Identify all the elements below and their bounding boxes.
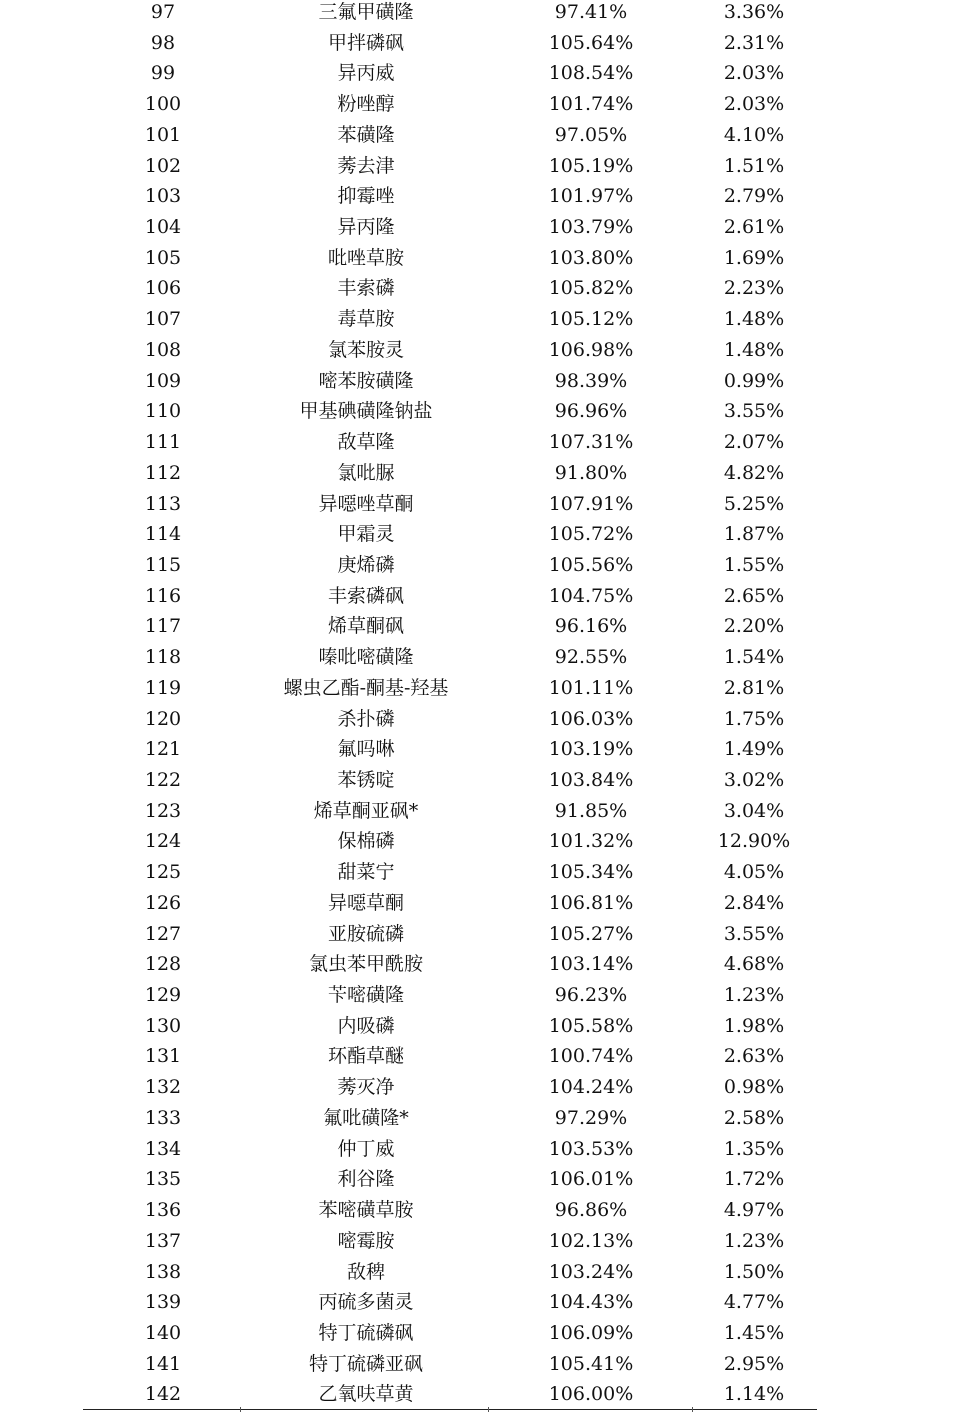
compound-name: 敌稗: [346, 1260, 385, 1283]
table-row: [0, 92, 953, 123]
recovery-value: 106.01%: [548, 1168, 634, 1191]
compound-name: 抑霉唑: [337, 185, 395, 208]
recovery-value: 107.91%: [548, 492, 634, 515]
compound-name: 甜菜宁: [337, 861, 395, 884]
table-row: [0, 1198, 953, 1229]
recovery-value: 104.75%: [548, 584, 634, 607]
table-row: [0, 1260, 953, 1291]
recovery-value: 105.19%: [548, 154, 634, 177]
table-row: [0, 369, 953, 400]
rsd-value: 3.55%: [723, 400, 785, 423]
table-row: [0, 1290, 953, 1321]
row-number: 103: [144, 185, 182, 208]
compound-name: 保棉磷: [337, 830, 395, 853]
rsd-value: 2.84%: [723, 891, 785, 914]
row-number: 137: [144, 1229, 182, 1252]
compound-name: 螺虫乙酯-酮基-羟基: [283, 676, 449, 699]
compound-name: 异丙隆: [337, 216, 395, 239]
recovery-value: 106.98%: [548, 338, 634, 361]
table-row: [0, 1352, 953, 1383]
table-row: [0, 430, 953, 461]
row-number: 97: [150, 1, 176, 23]
row-number: 109: [144, 369, 182, 392]
compound-name: 亚胺硫磷: [327, 922, 404, 945]
rsd-value: 1.51%: [723, 154, 785, 177]
compound-name: 环酯草醚: [327, 1045, 404, 1068]
rsd-value: 2.20%: [723, 615, 785, 638]
row-number: 102: [144, 154, 182, 177]
table-row: [0, 0, 953, 31]
table-row: [0, 645, 953, 676]
compound-name: 嘧苯胺磺隆: [318, 369, 414, 392]
rsd-value: 1.55%: [723, 553, 785, 576]
compound-name: 苯磺隆: [337, 123, 395, 146]
rsd-value: 3.36%: [723, 1, 785, 23]
compound-name: 庚烯磷: [337, 553, 395, 576]
rsd-value: 3.04%: [723, 799, 785, 822]
table-row: [0, 31, 953, 62]
table-row: [0, 983, 953, 1014]
compound-name: 氟吡磺隆*: [323, 1106, 409, 1129]
rsd-value: 0.99%: [723, 369, 785, 392]
table-row: [0, 1106, 953, 1137]
rsd-value: 1.72%: [723, 1168, 785, 1191]
compound-name: 苄嘧磺隆: [327, 984, 404, 1007]
recovery-value: 101.32%: [548, 830, 634, 853]
compound-name: 杀扑磷: [337, 707, 395, 730]
compound-name: 莠去津: [337, 154, 395, 177]
row-number: 115: [144, 553, 182, 576]
row-number: 124: [144, 830, 182, 853]
recovery-value: 102.13%: [548, 1229, 634, 1252]
table-row: [0, 1014, 953, 1045]
recovery-value: 105.72%: [548, 523, 634, 546]
compound-name: 敌草隆: [337, 431, 395, 454]
rsd-value: 1.69%: [723, 246, 785, 269]
row-number: 117: [144, 615, 182, 638]
table-row: [0, 1167, 953, 1198]
compound-name: 毒草胺: [337, 308, 395, 331]
table-row: [0, 338, 953, 369]
table-row: [0, 307, 953, 338]
compound-name: 苯嘧磺草胺: [318, 1199, 414, 1222]
compound-name: 氟吗啉: [337, 738, 395, 761]
compound-name: 氯吡脲: [337, 461, 395, 484]
row-number: 138: [144, 1260, 182, 1283]
compound-name: 异丙威: [337, 62, 395, 85]
row-number: 126: [144, 891, 182, 914]
rsd-value: 2.58%: [723, 1106, 785, 1129]
table-row: [0, 799, 953, 830]
table-row: [0, 215, 953, 246]
compound-name: 甲基碘磺隆钠盐: [299, 400, 433, 423]
row-number: 119: [144, 676, 182, 699]
table-row: [0, 246, 953, 277]
table-row: [0, 614, 953, 645]
compound-name: 特丁硫磷亚砜: [308, 1352, 423, 1375]
table-row: [0, 707, 953, 738]
table-row: [0, 399, 953, 430]
recovery-value: 106.81%: [548, 891, 634, 914]
row-number: 108: [144, 338, 182, 361]
rsd-value: 1.75%: [723, 707, 785, 730]
table-row: [0, 461, 953, 492]
recovery-value: 104.24%: [548, 1076, 634, 1099]
row-number: 122: [144, 769, 182, 791]
row-number: 133: [144, 1106, 182, 1129]
rsd-value: 1.48%: [723, 308, 785, 331]
table-row: [0, 1075, 953, 1106]
compound-name: 烯草酮亚砜*: [313, 799, 419, 822]
rsd-value: 2.81%: [723, 676, 785, 699]
recovery-value: 105.27%: [548, 922, 634, 945]
rsd-value: 1.87%: [723, 523, 785, 546]
row-number: 105: [144, 246, 182, 269]
recovery-value: 97.29%: [554, 1106, 628, 1129]
table-row: [0, 922, 953, 953]
table-row: [0, 123, 953, 154]
recovery-value: 106.09%: [548, 1321, 634, 1344]
recovery-value: 105.12%: [548, 308, 634, 331]
table-row: [0, 184, 953, 215]
table-row: [0, 768, 953, 799]
row-number: 127: [144, 922, 182, 945]
rsd-value: 1.54%: [723, 646, 785, 669]
recovery-value: 107.31%: [548, 431, 634, 454]
rsd-value: 1.35%: [723, 1137, 785, 1160]
compound-name: 丰索磷砜: [327, 584, 404, 607]
recovery-value: 103.53%: [548, 1137, 634, 1160]
compound-name: 乙氧呋草黄: [318, 1383, 414, 1406]
rsd-value: 2.23%: [723, 277, 785, 300]
rsd-value: 1.14%: [723, 1383, 785, 1406]
rsd-value: 1.23%: [723, 1229, 785, 1252]
rsd-value: 4.77%: [723, 1291, 785, 1314]
table-bottom-rule: [83, 1409, 817, 1410]
rsd-value: 1.98%: [723, 1014, 785, 1037]
row-number: 134: [144, 1137, 182, 1160]
recovery-value: 104.43%: [548, 1291, 634, 1314]
row-number: 110: [144, 400, 182, 423]
column-divider-tick: [240, 1407, 241, 1412]
table-row: [0, 737, 953, 768]
row-number: 99: [150, 62, 176, 85]
recovery-value: 105.64%: [548, 31, 634, 54]
table-row: [0, 952, 953, 983]
table-row: [0, 676, 953, 707]
row-number: 142: [144, 1383, 182, 1406]
table-row: [0, 553, 953, 584]
recovery-value: 91.85%: [554, 799, 628, 822]
table-row: [0, 829, 953, 860]
row-number: 113: [144, 492, 182, 515]
table-row: [0, 522, 953, 553]
compound-name: 仲丁威: [337, 1137, 395, 1160]
recovery-value: 92.55%: [554, 646, 628, 669]
rsd-value: 1.45%: [723, 1321, 785, 1344]
table-row: [0, 1321, 953, 1352]
table-row: [0, 492, 953, 523]
row-number: 121: [144, 738, 182, 761]
recovery-value: 101.11%: [548, 676, 634, 699]
rsd-value: 4.05%: [723, 861, 785, 884]
row-number: 100: [144, 93, 182, 116]
recovery-value: 105.56%: [548, 553, 634, 576]
row-number: 129: [144, 984, 182, 1007]
recovery-value: 105.41%: [548, 1352, 634, 1375]
rsd-value: 2.03%: [723, 62, 785, 85]
table-row: [0, 891, 953, 922]
row-number: 112: [144, 461, 182, 484]
rsd-value: 1.23%: [723, 984, 785, 1007]
recovery-value: 106.03%: [548, 707, 634, 730]
compound-name: 粉唑醇: [337, 93, 395, 116]
compound-name: 甲拌磷砜: [327, 31, 404, 54]
recovery-value: 103.84%: [548, 769, 634, 791]
compound-name: 嘧霉胺: [337, 1229, 395, 1252]
compound-name: 内吸磷: [337, 1014, 395, 1037]
rsd-value: 2.65%: [723, 584, 785, 607]
rsd-value: 2.79%: [723, 185, 785, 208]
recovery-value: 103.79%: [548, 216, 634, 239]
recovery-value: 108.54%: [548, 62, 634, 85]
rsd-value: 12.90%: [717, 830, 791, 853]
table-row: [0, 1137, 953, 1168]
compound-name: 嗪吡嘧磺隆: [318, 646, 414, 669]
compound-name: 氯虫苯甲酰胺: [308, 953, 423, 976]
table-row: [0, 584, 953, 615]
recovery-value: 98.39%: [554, 369, 628, 392]
compound-name: 苯锈啶: [337, 769, 395, 791]
compound-name: 利谷隆: [337, 1168, 395, 1191]
compound-name: 丰索磷: [337, 277, 395, 300]
recovery-value: 103.14%: [548, 953, 634, 976]
row-number: 106: [144, 277, 182, 300]
recovery-value: 106.00%: [548, 1383, 634, 1406]
rsd-value: 2.07%: [723, 431, 785, 454]
rsd-value: 3.55%: [723, 922, 785, 945]
recovery-value: 91.80%: [554, 461, 628, 484]
compound-name: 莠灭净: [337, 1076, 395, 1099]
compound-name: 丙硫多菌灵: [318, 1291, 414, 1314]
row-number: 111: [144, 431, 182, 454]
table-row: [0, 276, 953, 307]
compound-name: 烯草酮砜: [327, 615, 404, 638]
column-divider-tick: [692, 1407, 693, 1412]
compound-name: 甲霜灵: [337, 523, 395, 546]
row-number: 139: [144, 1291, 182, 1314]
rsd-value: 2.31%: [723, 31, 785, 54]
row-number: 131: [144, 1045, 182, 1068]
row-number: 140: [144, 1321, 182, 1344]
rsd-value: 0.98%: [723, 1076, 785, 1099]
recovery-value: 101.74%: [548, 93, 634, 116]
rsd-value: 2.95%: [723, 1352, 785, 1375]
recovery-value: 105.82%: [548, 277, 634, 300]
rsd-value: 5.25%: [723, 492, 785, 515]
row-number: 135: [144, 1168, 182, 1191]
rsd-value: 4.68%: [723, 953, 785, 976]
recovery-value: 105.34%: [548, 861, 634, 884]
recovery-value: 105.58%: [548, 1014, 634, 1037]
row-number: 107: [144, 308, 182, 331]
table-row: [0, 860, 953, 891]
recovery-value: 96.16%: [554, 615, 628, 638]
rsd-value: 1.50%: [723, 1260, 785, 1283]
row-number: 118: [144, 646, 182, 669]
row-number: 101: [144, 123, 182, 146]
recovery-value: 96.23%: [554, 984, 628, 1007]
row-number: 116: [144, 584, 182, 607]
rsd-value: 2.63%: [723, 1045, 785, 1068]
rsd-value: 2.03%: [723, 93, 785, 116]
recovery-value: 96.96%: [554, 400, 628, 423]
row-number: 104: [144, 216, 182, 239]
compound-name: 三氟甲磺隆: [318, 1, 414, 23]
row-number: 120: [144, 707, 182, 730]
recovery-value: 103.80%: [548, 246, 634, 269]
table-row: [0, 154, 953, 185]
row-number: 123: [144, 799, 182, 822]
rsd-value: 4.10%: [723, 123, 785, 146]
rsd-value: 3.02%: [723, 769, 785, 791]
compound-name: 氯苯胺灵: [327, 338, 404, 361]
row-number: 136: [144, 1199, 182, 1222]
row-number: 141: [144, 1352, 182, 1375]
compound-name: 特丁硫磷砜: [318, 1321, 414, 1344]
compound-name: 吡唑草胺: [327, 246, 404, 269]
recovery-value: 103.24%: [548, 1260, 634, 1283]
compound-name: 异噁唑草酮: [318, 492, 414, 515]
compound-name: 异噁草酮: [327, 891, 404, 914]
row-number: 114: [144, 523, 182, 546]
rsd-value: 4.82%: [723, 461, 785, 484]
rsd-value: 1.49%: [723, 738, 785, 761]
recovery-value: 97.05%: [554, 123, 628, 146]
column-divider-tick: [488, 1407, 489, 1412]
table-row: [0, 61, 953, 92]
recovery-value: 97.41%: [554, 1, 628, 23]
rsd-value: 4.97%: [723, 1199, 785, 1222]
recovery-value: 100.74%: [548, 1045, 634, 1068]
row-number: 125: [144, 861, 182, 884]
recovery-value: 101.97%: [548, 185, 634, 208]
rsd-value: 1.48%: [723, 338, 785, 361]
recovery-value: 103.19%: [548, 738, 634, 761]
row-number: 130: [144, 1014, 182, 1037]
rsd-value: 2.61%: [723, 216, 785, 239]
row-number: 128: [144, 953, 182, 976]
row-number: 98: [150, 31, 176, 54]
table-row: [0, 1229, 953, 1260]
recovery-value: 96.86%: [554, 1199, 628, 1222]
table-row: [0, 1044, 953, 1075]
row-number: 132: [144, 1076, 182, 1099]
